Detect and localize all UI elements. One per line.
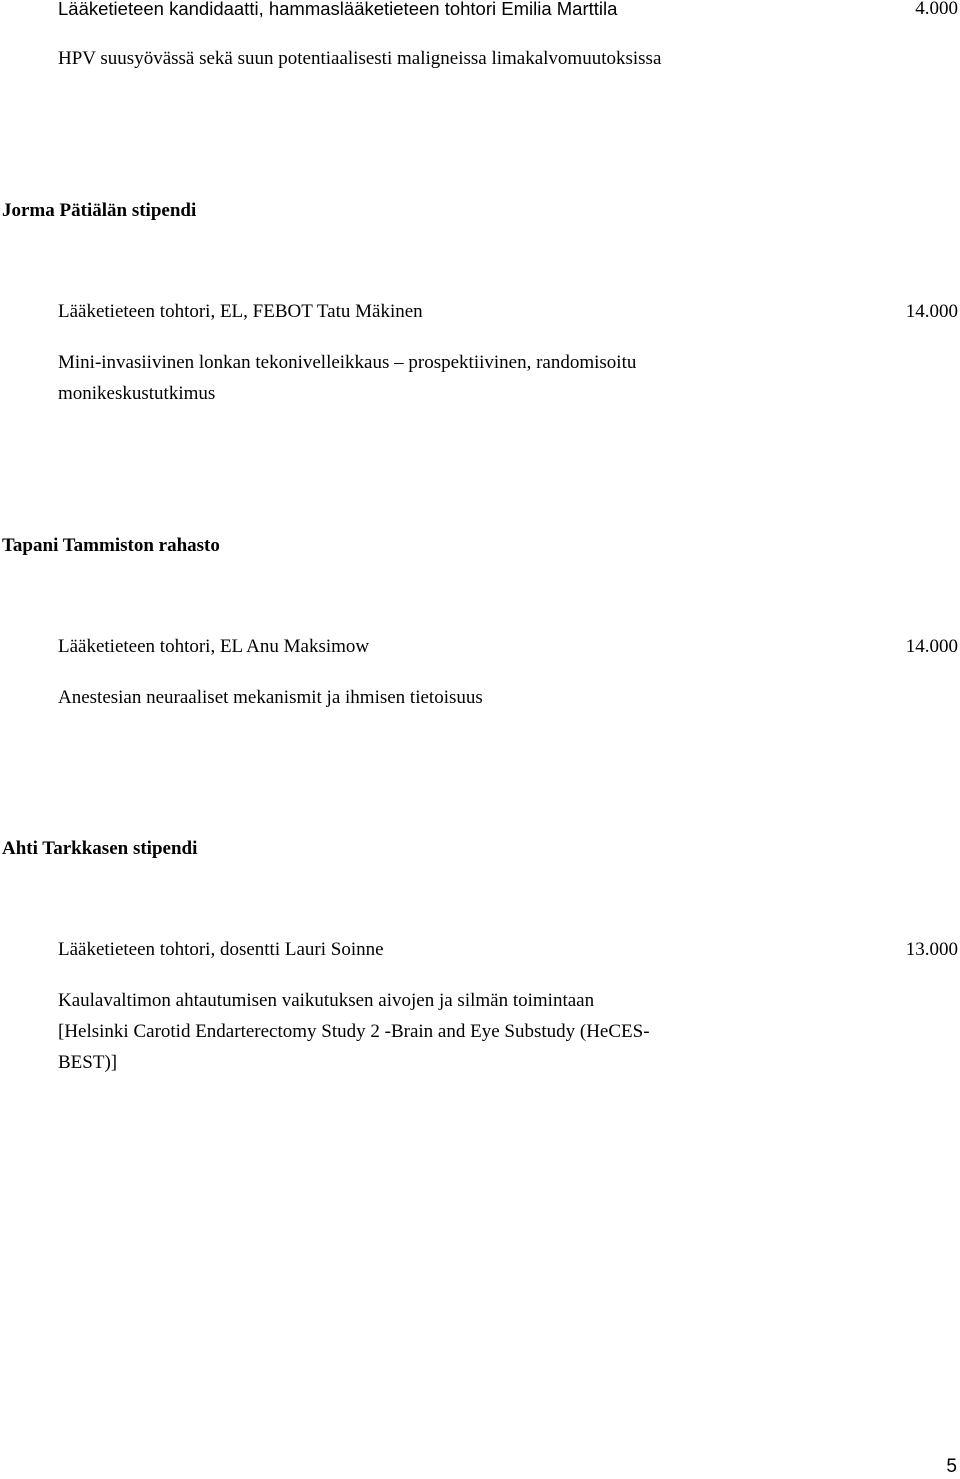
amount-lauri-soinne: 13.000 xyxy=(905,939,958,960)
topic-line-tatu-makinen-2: monikeskustutkimus xyxy=(58,383,216,404)
topic-line-lauri-soinne-1: Kaulavaltimon ahtautumisen vaikutuksen aivojen ja silmän toimintaan xyxy=(58,990,595,1011)
topic-line-lauri-soinne-2: [Helsinki Carotid Endarterectomy Study 2 -Brain and Eye Substudy (HeCES- xyxy=(58,1021,650,1042)
amount-emilia-marttila: 4.000 xyxy=(915,0,958,19)
page-number: 5 xyxy=(946,1456,957,1477)
topic-line-tatu-makinen-1: Mini-invasiivinen lonkan tekonivelleikkaus – prospektiivinen, randomisoitu xyxy=(58,352,637,373)
recipient-tatu-makinen: Lääketieteen tohtori, EL, FEBOT Tatu Mäkinen xyxy=(58,301,423,322)
amount-anu-maksimow: 14.000 xyxy=(905,636,958,657)
recipient-emilia-marttila: Lääketieteen kandidaatti, hammaslääketieteen tohtori Emilia Marttila xyxy=(58,0,618,19)
fund-heading-ahti-tarkkanen: Ahti Tarkkasen stipendi xyxy=(2,838,198,859)
recipient-anu-maksimow: Lääketieteen tohtori, EL Anu Maksimow xyxy=(58,636,370,657)
fund-heading-jorma-patiala: Jorma Pätiälän stipendi xyxy=(2,200,197,221)
amount-tatu-makinen: 14.000 xyxy=(905,301,958,322)
topic-line-lauri-soinne-3: BEST)] xyxy=(58,1052,118,1073)
recipient-lauri-soinne: Lääketieteen tohtori, dosentti Lauri Soinne xyxy=(58,939,384,960)
topic-emilia-marttila: HPV suusyövässä sekä suun potentiaalisesti maligneissa limakalvomuutoksissa xyxy=(58,48,662,69)
topic-line-anu-maksimow-1: Anestesian neuraaliset mekanismit ja ihmisen tietoisuus xyxy=(58,687,483,708)
fund-heading-tapani-tammisto: Tapani Tammiston rahasto xyxy=(2,535,220,556)
